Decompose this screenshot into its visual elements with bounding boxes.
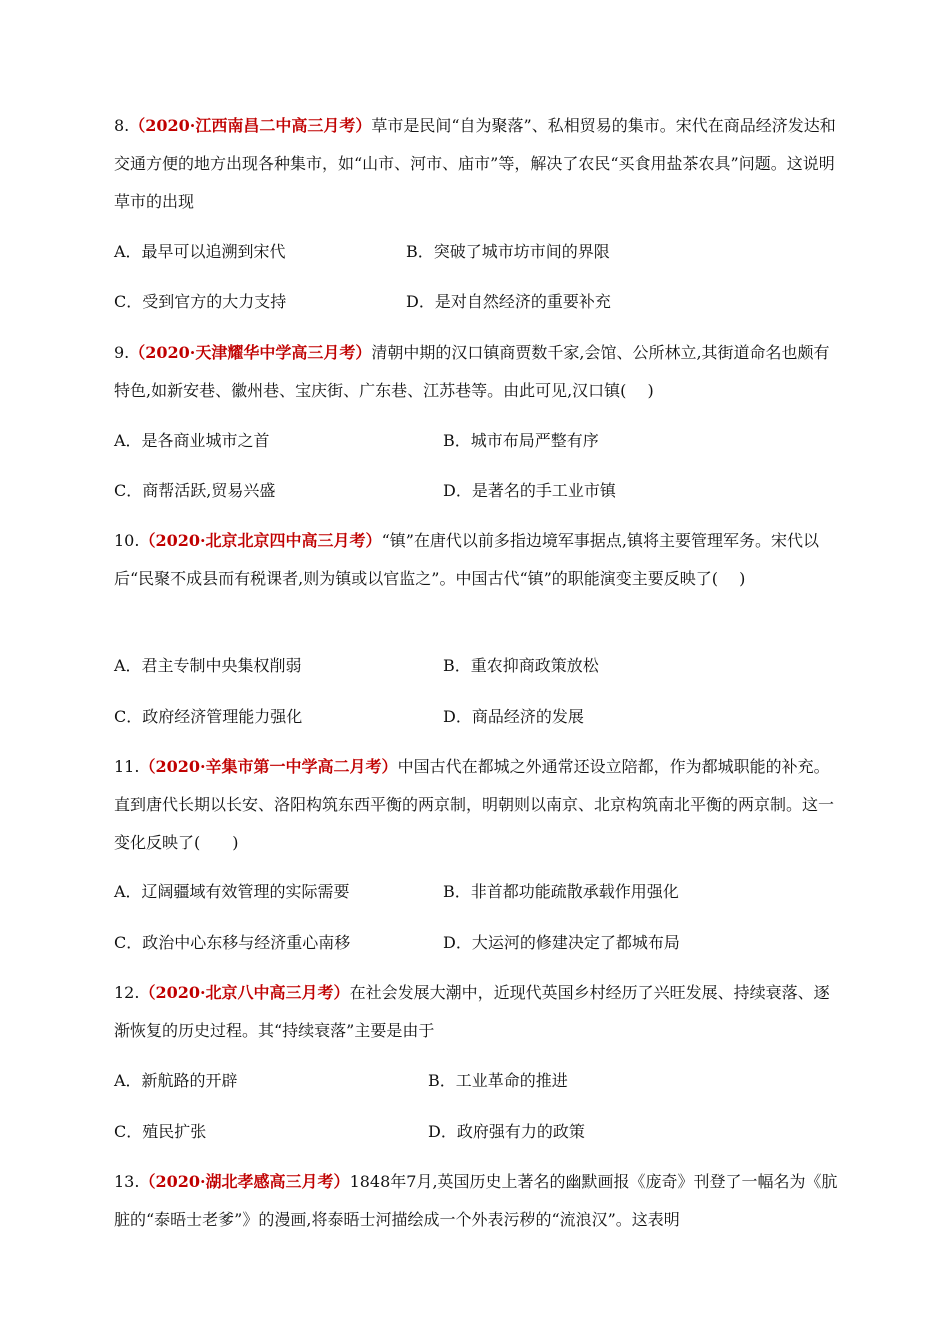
option-b: B．城市布局严整有序 (443, 431, 599, 450)
option-a: A．辽阔疆域有效管理的实际需要 (114, 882, 350, 901)
question-text: 中国古代在都城之外通常还设立陪都，作为都城职能的补充。直到唐代长期以长安、洛阳构筑东西平衡的两京制，明朝则以南京、北京构筑南北平衡的两京制。这一变化反映了( ) (114, 757, 835, 852)
option-c: C．政府经济管理能力强化 (114, 707, 303, 726)
question-number: 9. (114, 343, 130, 362)
question-source: （2020·湖北孝感高三月考） (139, 1172, 350, 1191)
option-d: D．是著名的手工业市镇 (443, 481, 616, 500)
option-a: A．君主专制中央集权削弱 (114, 656, 302, 675)
option-a: A．最早可以追溯到宋代 (114, 242, 286, 261)
option-b: B．重农抑商政策放松 (443, 656, 599, 675)
option-b: B．非首都功能疏散承载作用强化 (443, 882, 679, 901)
option-d: D．大运河的修建决定了都城布局 (443, 933, 680, 952)
option-c: C．受到官方的大力支持 (114, 292, 287, 311)
option-d: D．商品经济的发展 (443, 707, 584, 726)
question-text: “镇”在唐代以前多指边境军事据点,镇将主要管理军务。宋代以后“民聚不成县而有税课者,则为镇或以官监之”。中国古代“镇”的职能演变主要反映了( ) (114, 531, 820, 588)
question-13-stem (114, 1163, 838, 1239)
option-a: A．是各商业城市之首 (114, 431, 270, 450)
question-source: （2020·辛集市第一中学高二月考） (139, 757, 398, 776)
option-c: C．政治中心东移与经济重心南移 (114, 933, 351, 952)
question-text: 清朝中期的汉口镇商贾数千家,会馆、公所林立,其街道命名也颇有特色,如新安巷、徽州巷、宝庆街、广东巷、江苏巷等。由此可见,汉口镇( ) (114, 343, 830, 400)
option-b: B．突破了城市坊市间的界限 (406, 242, 610, 261)
question-8-stem (114, 107, 838, 221)
question-number: 13. (114, 1172, 140, 1191)
question-text: 草市是民间“自为聚落”、私相贸易的集市。宋代在商品经济发达和交通方便的地方出现各种集市，如“山市、河市、庙市”等，解决了农民“买食用盐茶农具”问题。这说明草市的出现 (114, 116, 836, 211)
question-source: （2020·北京北京四中高三月考） (139, 531, 382, 550)
option-c: C．商帮活跃,贸易兴盛 (114, 481, 276, 500)
question-number: 8. (114, 116, 130, 135)
option-c: C．殖民扩张 (114, 1122, 207, 1141)
question-number: 12. (114, 983, 140, 1002)
question-10-stem (114, 522, 838, 598)
question-source: （2020·江西南昌二中高三月考） (129, 116, 372, 135)
question-text: 1848年7月,英国历史上著名的幽默画报《庞奇》刊登了一幅名为《肮脏的“泰晤士老爹”》的漫画,将泰晤士河描绘成一个外表污秽的“流浪汉”。这表明 (114, 1172, 838, 1229)
question-source: （2020·北京八中高三月考） (139, 983, 350, 1002)
option-a: A．新航路的开辟 (114, 1071, 238, 1090)
question-9-stem (114, 334, 838, 410)
question-source: （2020·天津耀华中学高三月考） (129, 343, 372, 362)
option-d: D．是对自然经济的重要补充 (406, 292, 611, 311)
question-number: 10. (114, 531, 140, 550)
question-12-stem (114, 974, 838, 1050)
question-text: 在社会发展大潮中，近现代英国乡村经历了兴旺发展、持续衰落、逐渐恢复的历史过程。其“持续衰落”主要是由于 (114, 983, 830, 1040)
question-11-stem (114, 748, 838, 862)
question-number: 11. (114, 757, 140, 776)
option-d: D．政府强有力的政策 (428, 1122, 585, 1141)
option-b: B．工业革命的推进 (428, 1071, 568, 1090)
